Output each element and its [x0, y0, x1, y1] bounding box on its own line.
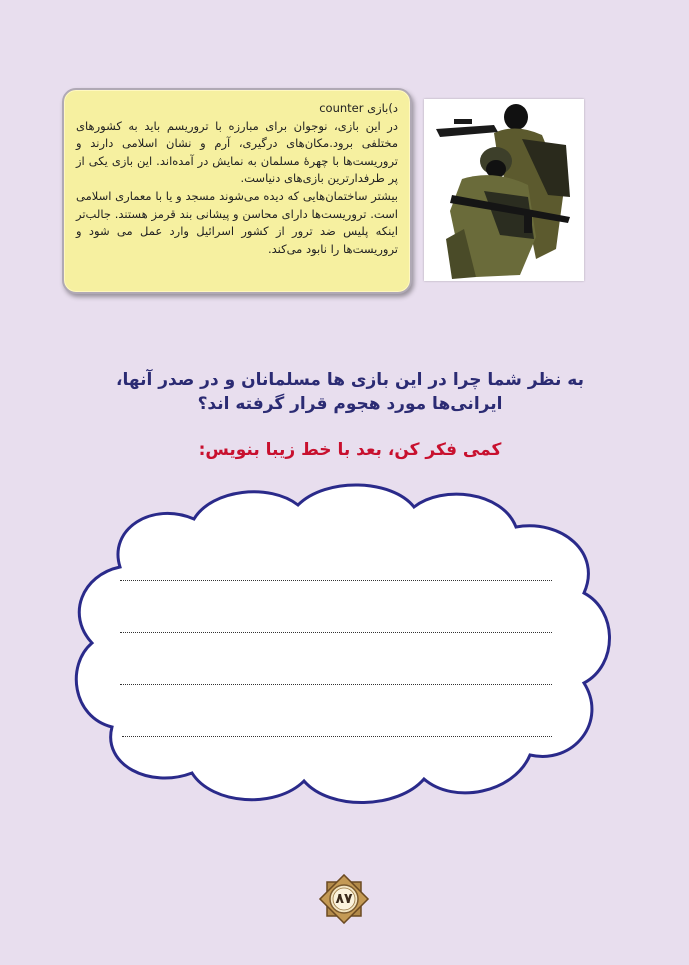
answer-cloud: [62, 475, 622, 815]
info-box-title: د)بازی counter: [319, 101, 398, 115]
info-box-paragraph-2: بیشتر ساختمان‌هایی که دیده می‌شوند مسجد و یا با معماری اسلامی است. تروریست‌ها دارای محاسن و پیشانی بند قرمز هستند. جالب‌تر اینکه پلیس ضد ترور از کشور اسرائیل وارد عمل می شود و تروریست‌ها را نابود می‌کند.: [76, 188, 398, 256]
page-number-badge: [318, 873, 370, 925]
question-text: به نظر شما چرا در این بازی ها مسلمانان و در صدر آنها، ایرانی‌ها مورد هجوم قرار گرفته اند؟: [116, 370, 584, 414]
soldiers-photo: [424, 99, 584, 281]
info-box-paragraph-1: در این بازی، نوجوان برای مبارزه با تروریسم باید به کشورهای مختلفی برود.مکان‌های درگیری، آرم و نشان اسلامی دارند و تروریست‌ها با چهرهٔ مسلمان به نمایش در آمده‌اند. این بازی یکی از پر طرفدارترین بازی‌های دنیاست.: [76, 118, 398, 186]
writing-line[interactable]: [120, 684, 552, 685]
writing-line[interactable]: [122, 736, 552, 737]
instruction-text: کمی فکر کن، بعد با خط زیبا بنویس:: [198, 440, 502, 460]
writing-line[interactable]: [120, 632, 552, 633]
page-number: ۸۷: [335, 891, 353, 907]
writing-line[interactable]: [120, 580, 552, 581]
cloud-shape: [62, 475, 622, 815]
info-box: [62, 88, 412, 294]
